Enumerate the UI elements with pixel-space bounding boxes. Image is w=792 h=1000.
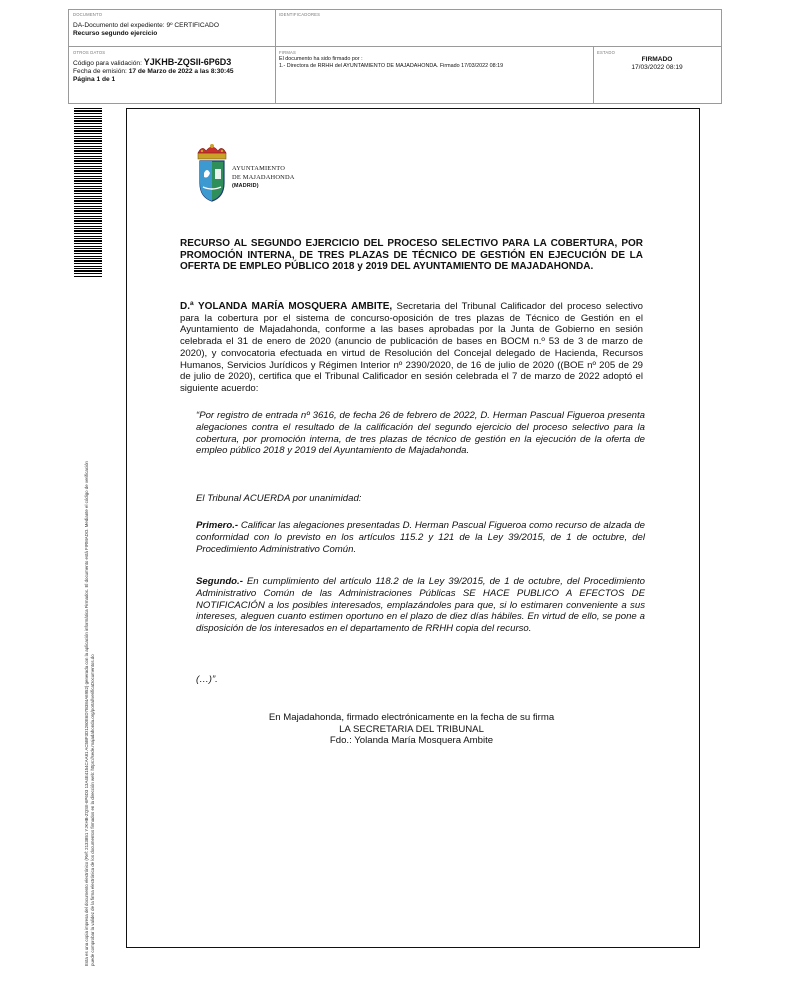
estado-label: ESTADO bbox=[597, 50, 616, 55]
document-title: RECURSO AL SEGUNDO EJERCICIO DEL PROCESO SELECTIVO PARA LA COBERTURA, POR PROMOCIÓN INTERNA, DE TRES PLAZAS DE TÉCNICO DE GESTIÓN EN EJECUCIÓN DE LA OFERTA DE EMPLEO PÚBLICO 2018 y 2019 DEL AYUNTAMIENTO DE MAJADAHONDA. bbox=[180, 238, 643, 272]
firmas-cell bbox=[279, 50, 589, 70]
quote-paragraph-primero bbox=[196, 520, 645, 555]
fecha-prefix: Fecha de emisión: bbox=[73, 68, 127, 76]
otros-datos-cell bbox=[73, 50, 271, 85]
documento-line1: DA-Documento del expediente: 9º CERTIFICADO bbox=[73, 22, 219, 29]
identificadores-label: IDENTIFICADORES bbox=[279, 12, 321, 17]
documento-line2: Recurso segundo ejercicio bbox=[73, 30, 158, 38]
letterhead bbox=[232, 165, 295, 191]
intro-text: Secretaria del Tribunal Calificador del proceso selectivo para la cobertura por el sistema de concurso-oposición de tres plazas de Técnico de Gestión en el Ayuntamiento de Majadahonda, conforme a las bases aprobadas por la Junta de Gobierno en sesión celebrada el 31 de enero de 2020 (anuncio de publicación de bases en BOCM n.º 53 de 3 de marzo de 2020), y convocatoria efectuada en virtud de Resolución del Concejal delegado de Hacienda, Recursos Humanos, Servicios Jurídicos y Régimen Interior nº 2390/2020, de 16 de julio de 2020 ((BOE nº 205 de 29 de julio de 2020), certifica que el Tribunal Calificador en sesión celebrada el 7 de marzo de 2022 adoptó el siguiente acuerdo: bbox=[180, 301, 643, 394]
primero-text: Calificar las alegaciones presentadas D. Herman Pascual Figueroa como recurso de alzada de conformidad con lo previsto en los artículos 115.2 y 121 de la Ley 39/2015, de 1 de octubre, del Procedimiento Administrativo Común. bbox=[196, 520, 645, 555]
segundo-label: Segundo.- bbox=[196, 576, 243, 587]
pagina: Página 1 de 1 bbox=[73, 76, 116, 84]
intro-paragraph bbox=[180, 301, 643, 395]
codigo-validacion: YJKHB-ZQSII-6P6D3 bbox=[143, 57, 232, 67]
side-text-line1: Esta es una copia impresa del documento electrónico (Ref: 2133851 YJKHB-ZQSII-6P6D3 13A4E4154CAA81 AC5BF3D1260E6D7B384A6952) generada con la aplicación informática Firmadoc. El documento está FIRMADO. Mediante el código de verificación bbox=[84, 461, 89, 966]
firmas-label: FIRMAS bbox=[279, 50, 297, 55]
segundo-text: En cumplimiento del artículo 118.2 de la Ley 39/2015, de 1 de octubre, del Procedimiento Administrativo Común de las Administraciones Públicas SE HACE PUBLICO A EFECTOS DE NOTIFICACIÓN a los posibles interesados, emplazándoles para que, si lo estimaren conveniente a sus intereses, aleguen cuanto estimen oportuno en el plazo de diez días hábiles. En virtud de ello, se pone a disposición de los interesados en el departamento de RRHH copia del recurso. bbox=[196, 576, 645, 635]
identificadores-cell bbox=[279, 12, 579, 18]
quote-ellipsis: (…)”. bbox=[196, 674, 218, 685]
fecha-emision: 17 de Marzo de 2022 a las 8:30:45 bbox=[128, 68, 234, 76]
letterhead-line2: DE MAJADAHONDA bbox=[232, 173, 295, 181]
quote-paragraph-1: “Por registro de entrada nº 3616, de fecha 26 de febrero de 2022, D. Herman Pascual Figueroa presenta alegaciones contra el resultado de la calificación del segundo ejercicio del proceso selectivo para la cobertura, por promoción interna, de tres plazas de técnico de gestión en la ejecución de la oferta de empleo público 2018 y 2019 del Ayuntamiento de Majadahonda. bbox=[196, 410, 645, 457]
letterhead-line3: (MADRID) bbox=[232, 183, 259, 190]
signature-line1: En Majadahonda, firmado electrónicamente en la fecha de su firma bbox=[268, 712, 555, 723]
otros-datos-label: OTROS DATOS bbox=[73, 50, 106, 55]
barcode bbox=[74, 108, 102, 278]
quote-paragraph-segundo bbox=[196, 576, 645, 635]
signature-line2: LA SECRETARIA DEL TRIBUNAL bbox=[339, 723, 484, 735]
coat-of-arms-logo bbox=[194, 143, 230, 205]
secretary-name: D.ª YOLANDA MARÍA MOSQUERA AMBITE, bbox=[180, 301, 393, 312]
signature-line3: Fdo.: Yolanda María Mosquera Ambite bbox=[329, 735, 494, 747]
primero-label: Primero.- bbox=[196, 520, 239, 531]
estado-fecha: 17/03/2022 08:19 bbox=[631, 64, 683, 72]
signature-block bbox=[180, 712, 643, 747]
document-header bbox=[68, 9, 722, 104]
documento-cell bbox=[73, 12, 271, 38]
quote-paragraph-2: El Tribunal ACUERDA por unanimidad: bbox=[196, 493, 362, 504]
codigo-prefix: Código para validación: bbox=[73, 60, 142, 67]
letterhead-line1: AYUNTAMIENTO bbox=[232, 165, 286, 172]
estado-value: FIRMADO bbox=[641, 56, 673, 63]
firmas-line1: El documento ha sido firmado por : bbox=[279, 56, 363, 62]
side-verification-text bbox=[84, 286, 95, 966]
side-text-line2: puede comprobar la validez de la firma electrónica de los documentos firmados en la dirección web: https://sede.majadahonda.org/portal/verificaDocumentos.do bbox=[89, 654, 95, 966]
estado-cell bbox=[597, 50, 717, 72]
documento-label: DOCUMENTO bbox=[73, 12, 103, 17]
firmas-line2: 1.- Directora de RRHH del AYUNTAMIENTO DE MAJADAHONDA. Firmado 17/03/2022 08:19 bbox=[279, 63, 504, 69]
